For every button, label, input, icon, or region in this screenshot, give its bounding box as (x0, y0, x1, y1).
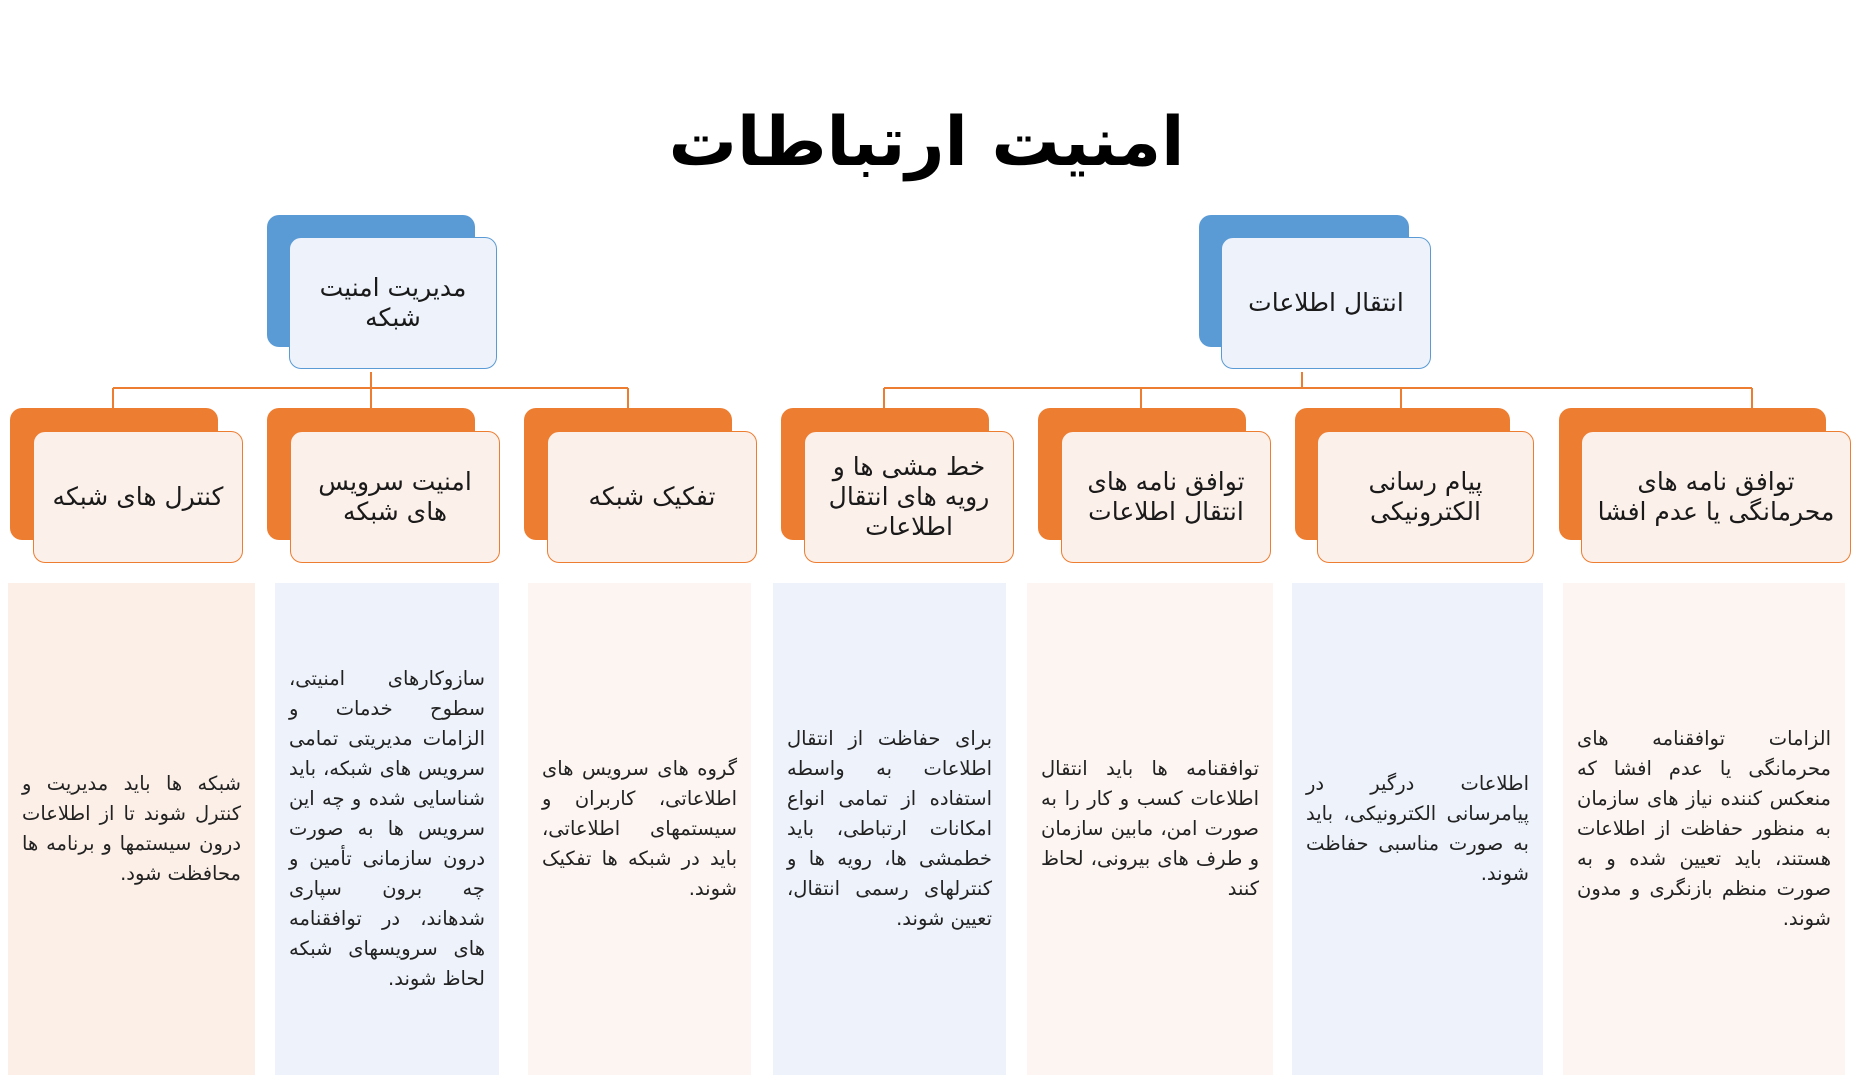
node-transfer-agreements (1038, 408, 1271, 565)
description-text: توافقنامه ها باید انتقال اطلاعات کسب و کار را به صورت امن، مابین سازمان و طرف های بیرونی، لحاظ کنند (1041, 757, 1259, 900)
description-text: اطلاعات درگیر در پیامرسانی الکترونیکی، باید به صورت مناسبی حفاظت شوند. (1306, 772, 1529, 885)
desc-network-segregation (528, 583, 751, 1075)
node-network-services-security (267, 408, 500, 565)
node-network-security-management (267, 215, 500, 372)
node-label: امنیت سرویس های شبکه (318, 467, 472, 526)
description-text: شبکه ها باید مدیریت و کنترل شوند تا از اطلاعات درون سیستمها و برنامه ها محافظت شود. (22, 772, 241, 885)
desc-transfer-policies (773, 583, 1006, 1075)
node-label: توافق نامه های محرمانگی یا عدم افشا (1597, 467, 1835, 526)
connector-left-tree (113, 372, 628, 408)
desc-transfer-agreements (1027, 583, 1273, 1075)
node-confidentiality-agreements (1559, 408, 1851, 565)
connector-right-tree (884, 372, 1752, 408)
node-label: خط مشی ها و رویه های انتقال اطلاعات (828, 452, 990, 541)
page-title: امنیت ارتباطات (668, 103, 1185, 182)
node-network-controls (10, 408, 243, 565)
description-text: سازوکارهای امنیتی، سطوح خدمات و الزامات مدیریتی تمامی سرویس های شبکه، باید شناسایی شده و چه این سرویس ها به صورت درون سازمانی تأمین و چه برون سپاری شدهاند، در توافقنامه های سرویسهای شبکه لحاظ شوند. (289, 667, 485, 990)
desc-electronic-messaging (1292, 583, 1543, 1075)
node-label: توافق نامه های انتقال اطلاعات (1087, 467, 1245, 526)
node-label: انتقال اطلاعات (1248, 288, 1404, 317)
node-label: کنترل های شبکه (52, 482, 224, 511)
description-text: الزامات توافقنامه های محرمانگی یا عدم افشا که منعکس کننده نیاز های سازمان به منظور حفاظت از اطلاعات هستند، باید تعیین شده و به صورت منظم بازنگری و مدون شوند. (1577, 727, 1831, 930)
node-network-segregation (524, 408, 757, 565)
desc-network-controls (8, 583, 255, 1075)
desc-network-services-security (275, 583, 499, 1075)
description-text: برای حفاظت از انتقال اطلاعات به واسطه استفاده از تمامی انواع امکانات ارتباطی، باید خطمشی ها، رویه ها و کنترلهای رسمی انتقال، تعیین شوند. (787, 727, 992, 930)
node-transfer-policies (781, 408, 1014, 565)
description-text: گروه های سرویس های اطلاعاتی، کاربران و سیستمهای اطلاعاتی، باید در شبکه ها تفکیک شوند. (542, 757, 737, 900)
node-electronic-messaging (1295, 408, 1535, 565)
node-label: پیام رسانی الکترونیکی (1368, 467, 1483, 526)
node-label: مدیریت امنیت شبکه (319, 273, 467, 332)
node-information-transfer (1199, 215, 1434, 372)
desc-confidentiality-agreements (1563, 583, 1845, 1075)
node-label: تفکیک شبکه (588, 482, 716, 511)
